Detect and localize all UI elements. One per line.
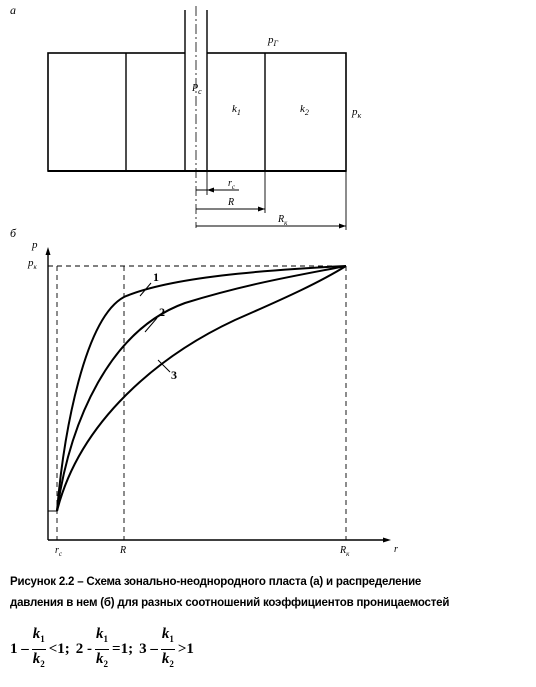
- fraction-denominator: $k_2$: [161, 650, 174, 669]
- p-axis-label: p: [32, 239, 38, 251]
- k2-zone-label: $k_2$: [300, 103, 309, 117]
- permeability-ratio-formula: [10, 627, 194, 671]
- panel-b-label: б: [10, 226, 17, 240]
- fraction-denominator: $k_2$: [32, 650, 45, 669]
- k1-zone-label: $k_1$: [232, 103, 241, 117]
- r-axis-label: r: [394, 544, 398, 555]
- case-2-fraction: [95, 626, 109, 673]
- pk-label: $p_к$: [352, 106, 362, 120]
- case-2-prefix: 2 -: [75, 640, 93, 657]
- R-tick-label: R: [120, 545, 127, 556]
- caption-line-2: давления в нем (б) для разных соотношений коэффициентов проницаемостей: [10, 597, 450, 609]
- curve-1-leader: [140, 283, 151, 296]
- fraction-numerator: $k_1$: [95, 626, 109, 650]
- curve-2-label: 2: [159, 305, 165, 319]
- pressure-curve-1: [57, 266, 346, 511]
- rc-arrow: [207, 188, 214, 193]
- curve-3-label: 3: [171, 368, 177, 382]
- case-1-prefix: 1 –: [10, 640, 29, 657]
- fraction-numerator: $k_1$: [161, 626, 175, 650]
- Rk-label: $R_к$: [278, 214, 288, 227]
- fraction-numerator: $k_1$: [32, 626, 46, 650]
- case-1-fraction: [32, 626, 46, 673]
- panel-a-schematic: [10, 3, 362, 230]
- caption-line-1: Рисунок 2.2 – Схема зонально-неоднородного пласта (а) и распределение: [10, 576, 422, 588]
- figure-caption: [10, 572, 530, 614]
- case-1-relation: <1;: [48, 640, 70, 657]
- case-3-prefix: 3 –: [139, 640, 158, 657]
- R-arrow: [258, 207, 265, 212]
- pc-label: $P_c$: [192, 83, 202, 96]
- rc-label: $r_c$: [228, 178, 236, 191]
- case-3-fraction: [161, 626, 175, 673]
- p-gamma-label: $p_Г$: [268, 34, 279, 48]
- panel-b-pressure-plot: [10, 226, 398, 558]
- pressure-curve-3: [57, 266, 346, 511]
- pk-level-label: $p_к$: [28, 257, 37, 271]
- Rk-tick-label: $R_к$: [340, 545, 350, 558]
- p-axis-arrow: [46, 247, 51, 255]
- rc-tick-label: $r_c$: [55, 545, 63, 558]
- r-axis-arrow: [383, 538, 391, 543]
- pressure-curve-2: [57, 266, 346, 511]
- R-label: R: [228, 197, 235, 208]
- case-3-relation: >1: [177, 640, 194, 657]
- case-2-relation: =1;: [112, 640, 134, 657]
- Rk-arrow: [339, 224, 346, 229]
- panel-a-label: а: [10, 3, 16, 17]
- curve-1-label: 1: [153, 270, 159, 284]
- fraction-denominator: $k_2$: [96, 650, 109, 669]
